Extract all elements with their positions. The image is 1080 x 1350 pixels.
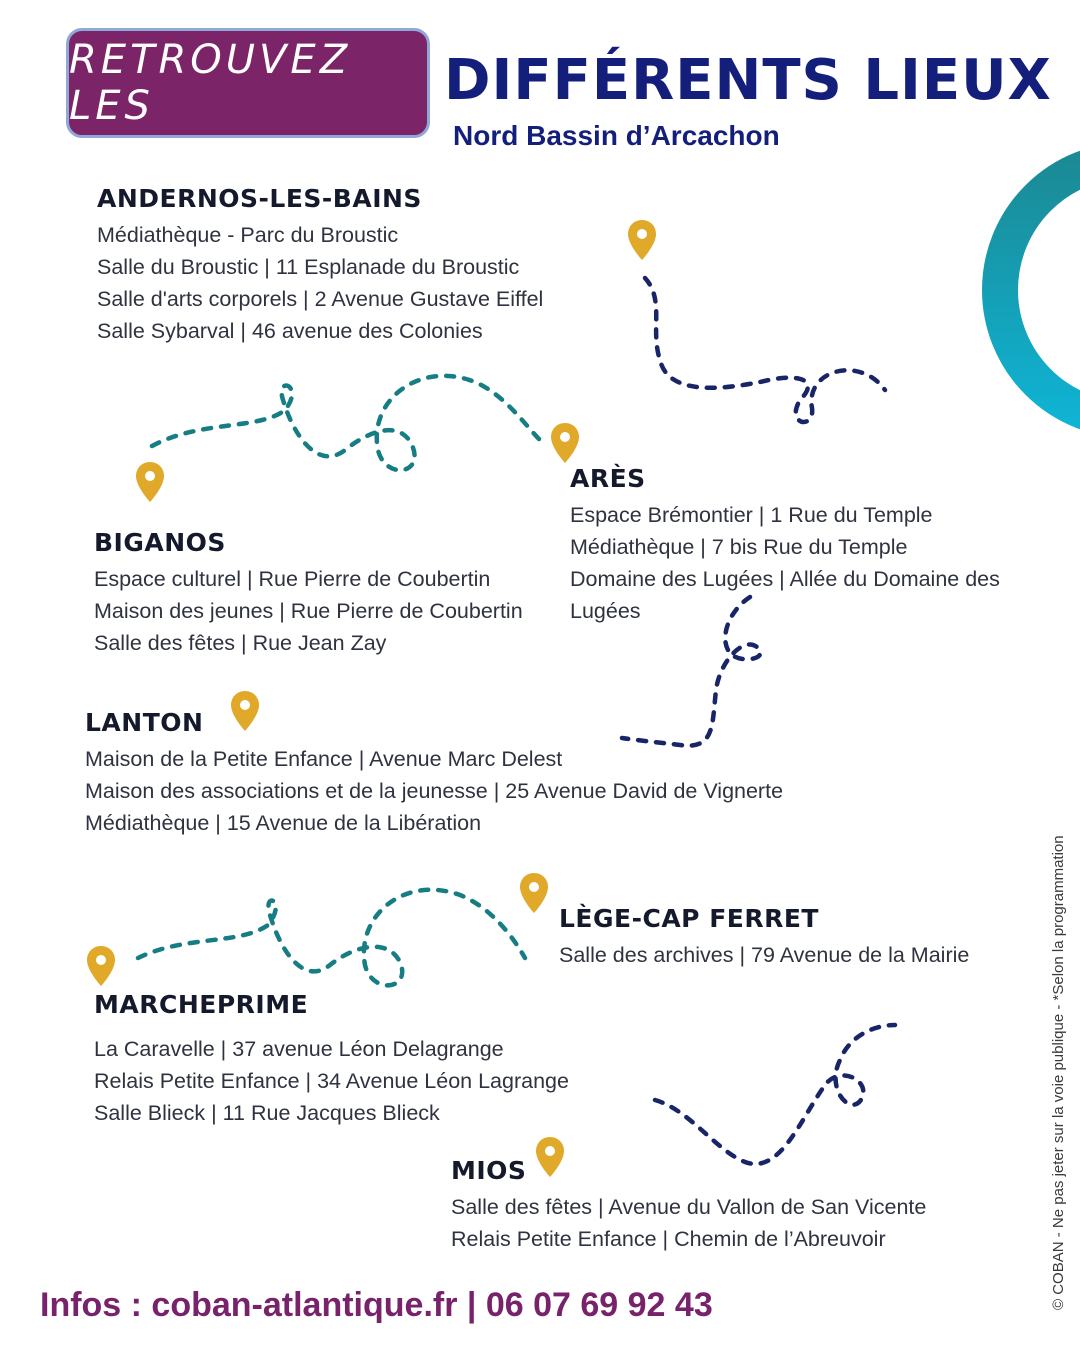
section-andernos bbox=[97, 184, 543, 347]
footer-infos: Infos : coban-atlantique.fr | 06 07 69 92 43 bbox=[40, 1286, 713, 1324]
section-lanton bbox=[85, 708, 783, 839]
page-title: DIFFÉRENTS LIEUX bbox=[444, 48, 1052, 113]
section-biganos bbox=[94, 528, 523, 659]
venue-line: Espace Brémontier | 1 Rue du Temple bbox=[570, 503, 933, 527]
map-pin-icon bbox=[550, 422, 580, 464]
map-pin-icon bbox=[86, 945, 116, 987]
venue-line: La Caravelle | 37 avenue Léon Delagrange bbox=[94, 1037, 504, 1061]
page-subtitle: Nord Bassin d’Arcachon bbox=[453, 120, 780, 151]
header-badge bbox=[66, 28, 430, 138]
venue-line: Médiathèque | 15 Avenue de la Libération bbox=[85, 811, 482, 835]
section-lege-cap-ferret bbox=[559, 904, 969, 971]
section-mios bbox=[451, 1156, 926, 1255]
map-pin-icon bbox=[519, 872, 549, 914]
map-pin-icon bbox=[135, 461, 165, 503]
section-title: MARCHEPRIME bbox=[94, 990, 309, 1019]
venue-line: Relais Petite Enfance | 34 Avenue Léon Lagrange bbox=[94, 1069, 569, 1093]
section-title: LÈGE-CAP FERRET bbox=[559, 904, 819, 933]
venue-line: Domaine des Lugées | Allée du Domaine des bbox=[570, 567, 1000, 591]
venue-line: Salle des fêtes | Avenue du Vallon de San Vicente bbox=[451, 1195, 927, 1219]
dotted-path-4 bbox=[138, 890, 525, 986]
header-badge-text: RETROUVEZ LES bbox=[69, 37, 352, 129]
section-title: BIGANOS bbox=[94, 528, 226, 557]
venue-line: Salle Blieck | 11 Rue Jacques Blieck bbox=[94, 1101, 440, 1125]
venue-line: Salle du Broustic | 11 Esplanade du Broustic bbox=[97, 255, 520, 279]
venue-line: Maison de la Petite Enfance | Avenue Marc Delest bbox=[85, 747, 563, 771]
venue-line: Lugées bbox=[570, 599, 641, 623]
side-legal-note: © COBAN - Ne pas jeter sur la voie publique - *Selon la programmation bbox=[1050, 835, 1067, 1310]
venue-line: Médiathèque | 7 bis Rue du Temple bbox=[570, 535, 908, 559]
section-title: LANTON bbox=[85, 708, 204, 737]
venue-line: Salle des archives | 79 Avenue de la Mairie bbox=[559, 943, 970, 967]
ring-shape bbox=[1000, 160, 1080, 420]
map-pin-icon bbox=[627, 219, 657, 261]
dotted-path-2 bbox=[152, 376, 540, 470]
venue-line: Relais Petite Enfance | Chemin de l’Abreuvoir bbox=[451, 1227, 886, 1251]
venue-line: Salle Sybarval | 46 avenue des Colonies bbox=[97, 319, 483, 343]
venue-line: Maison des associations et de la jeunesse | 25 Avenue David de Vignerte bbox=[85, 779, 784, 803]
venue-line: Maison des jeunes | Rue Pierre de Coubertin bbox=[94, 599, 523, 623]
section-title: MIOS bbox=[451, 1156, 527, 1185]
section-title: ARÈS bbox=[570, 464, 646, 493]
section-marcheprime bbox=[94, 990, 569, 1129]
venue-line: Médiathèque - Parc du Broustic bbox=[97, 223, 399, 247]
dotted-path-5 bbox=[655, 1025, 895, 1164]
venue-line: Salle des fêtes | Rue Jean Zay bbox=[94, 631, 387, 655]
dotted-path-1 bbox=[645, 278, 885, 422]
section-title: ANDERNOS-LES-BAINS bbox=[97, 184, 422, 213]
section-ares bbox=[570, 464, 1000, 627]
venue-line: Espace culturel | Rue Pierre de Coubertin bbox=[94, 567, 491, 591]
venue-line: Salle d'arts corporels | 2 Avenue Gustave Eiffel bbox=[97, 287, 544, 311]
